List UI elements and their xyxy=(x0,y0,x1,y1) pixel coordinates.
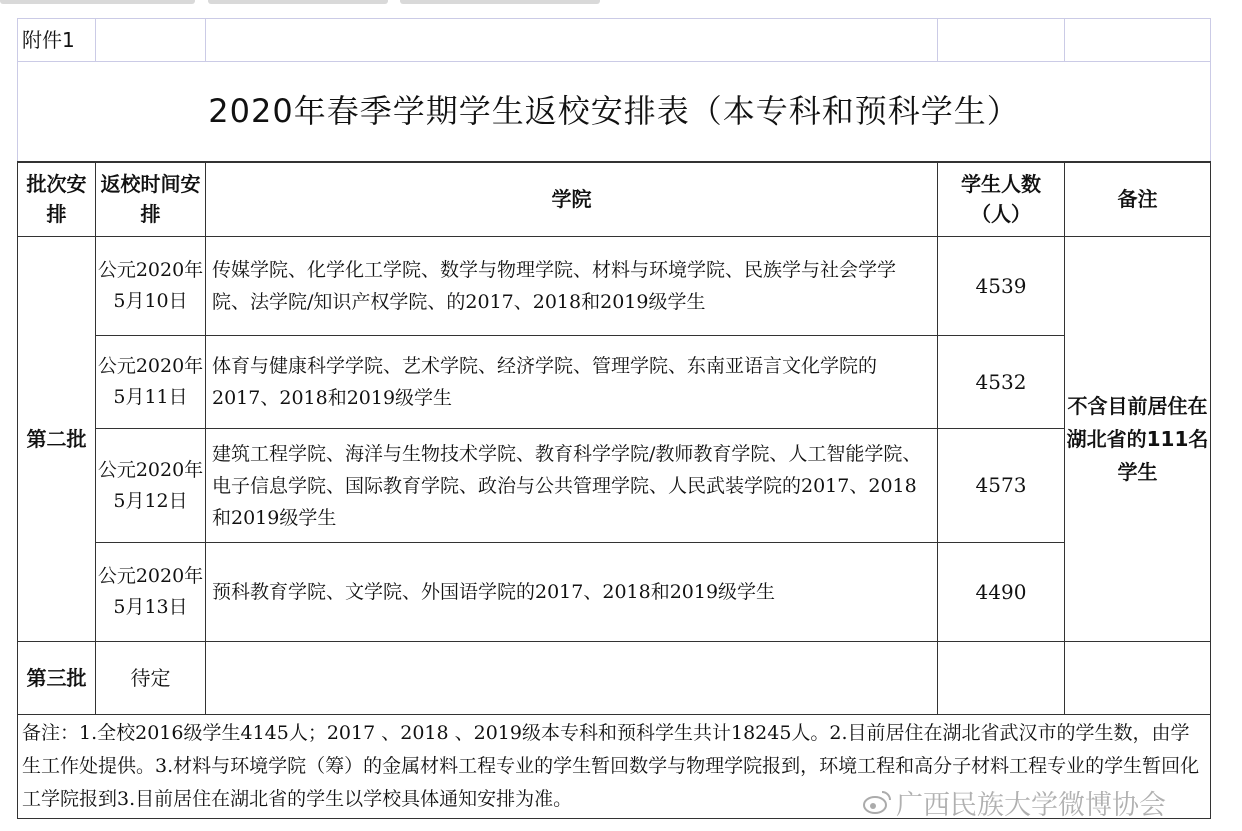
student-count: 4539 xyxy=(938,237,1065,336)
return-schedule-table xyxy=(17,18,1211,819)
college-list: 传媒学院、化学化工学院、数学与物理学院、材料与环境学院、民族学与社会学学院、法学院/知识产权学院、的2017、2018和2019级学生 xyxy=(206,237,938,336)
empty-cell xyxy=(96,19,206,62)
batch3-label: 第三批 xyxy=(18,642,96,715)
header-batch: 批次安排 xyxy=(18,162,96,237)
top-edge-bar xyxy=(0,0,1242,8)
student-count: 4490 xyxy=(938,543,1065,642)
title-row xyxy=(18,62,1211,162)
table-row xyxy=(18,336,1211,429)
header-college: 学院 xyxy=(206,162,938,237)
notes-row xyxy=(18,715,1211,819)
batch3-date: 待定 xyxy=(96,642,206,715)
table-row xyxy=(18,237,1211,336)
empty-cell xyxy=(1065,642,1211,715)
empty-cell xyxy=(938,19,1065,62)
batch2-label: 第二批 xyxy=(18,237,96,642)
header-count: 学生人数（人） xyxy=(938,162,1065,237)
table-row xyxy=(18,642,1211,715)
batch2-remark: 不含目前居住在湖北省的111名学生 xyxy=(1065,237,1211,642)
table-row xyxy=(18,543,1211,642)
college-list: 体育与健康科学学院、艺术学院、经济学院、管理学院、东南亚语言文化学院的2017、2018和2019级学生 xyxy=(206,336,938,429)
header-row xyxy=(18,162,1211,237)
college-list: 预科教育学院、文学院、外国语学院的2017、2018和2019级学生 xyxy=(206,543,938,642)
student-count: 4573 xyxy=(938,429,1065,543)
table-row xyxy=(18,429,1211,543)
student-count: 4532 xyxy=(938,336,1065,429)
return-date: 公元2020年5月13日 xyxy=(96,543,206,642)
return-date: 公元2020年5月12日 xyxy=(96,429,206,543)
empty-cell xyxy=(206,19,938,62)
watermark-text: 广西民族大学微博协会 xyxy=(896,789,1166,821)
empty-cell xyxy=(206,642,938,715)
return-date: 公元2020年5月11日 xyxy=(96,336,206,429)
header-remark: 备注 xyxy=(1065,162,1211,237)
table-title: 2020年春季学期学生返校安排表（本专科和预科学生） xyxy=(18,62,1211,162)
notes-text: 备注：1.全校2016级学生4145人；2017 、2018 、2019级本专科和预科学生共计18245人。2.目前居住在湖北省武汉市的学生数，由学生工作处提供。3.材料与环境学院（筹）的金属材料工程专业的学生暂回数学与物理学院报到，环境工程和高分子材料工程专业的学生暂回化工学院报到3.目前居住在湖北省的学生以学校具体通知安排为准。 xyxy=(18,715,1211,819)
college-list: 建筑工程学院、海洋与生物技术学院、教育科学学院/教师教育学院、人工智能学院、电子信息学院、国际教育学院、政治与公共管理学院、人民武装学院的2017、2018和2019级学生 xyxy=(206,429,938,543)
return-date: 公元2020年5月10日 xyxy=(96,237,206,336)
annex-label: 附件1 xyxy=(18,19,96,62)
annex-row xyxy=(18,19,1211,62)
empty-cell xyxy=(938,642,1065,715)
header-time: 返校时间安排 xyxy=(96,162,206,237)
empty-cell xyxy=(1065,19,1211,62)
